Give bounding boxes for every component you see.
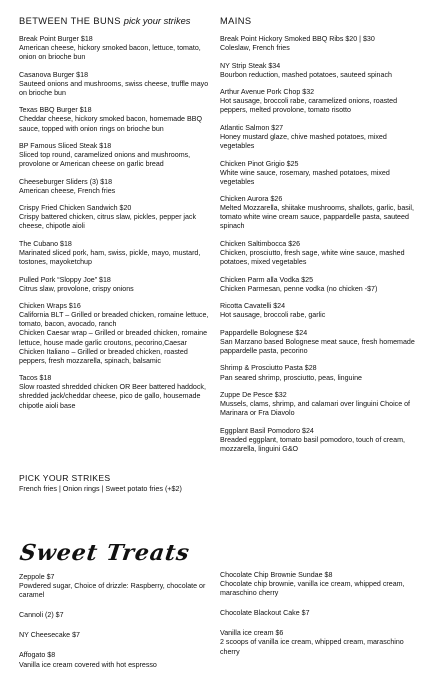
menu-item-description: Pan seared shrimp, prosciutto, peas, linguine <box>220 373 362 382</box>
menu-item-description: Cheddar cheese, hickory smoked bacon, homemade BBQ sauce, topped with onion rings on brioche bun <box>19 115 202 133</box>
menu-item-description: Citrus slaw, provolone, crispy onions <box>19 284 134 293</box>
menu-item-description: Crispy battered chicken, citrus slaw, pickles, pepper jack cheese, chipotle aioli <box>19 213 197 231</box>
section-heading-text: BETWEEN THE BUNS <box>19 16 121 26</box>
menu-item-title: Pulled Pork “Sloppy Joe” $18 <box>19 275 111 284</box>
menu-item-description: Powdered sugar, Choice of drizzle: Raspberry, chocolate or caramel <box>19 582 206 600</box>
menu-item <box>220 62 420 80</box>
menu-item-title: Chocolate Chip Brownie Sundae $8 <box>220 571 333 579</box>
menu-item-title: Tacos $18 <box>19 374 52 383</box>
pick-your-strikes <box>19 474 219 493</box>
menu-item <box>19 374 215 410</box>
menu-item-title: Chicken Parm alla Vodka $25 <box>220 275 314 284</box>
menu-item-description: San Marzano based Bolognese meat sauce, fresh homemade pappardelle pasta, pecorino <box>220 337 415 355</box>
menu-item-title: Chicken Pinot Grigio $25 <box>220 159 299 168</box>
menu-item <box>220 160 420 187</box>
menu-item-description: Chicken, prosciutto, fresh sage, white wine sauce, mashed potatoes, mixed vegetables <box>220 249 405 267</box>
menu-item-title: Break Point Hickory Smoked BBQ Ribs $20 | $30 <box>220 35 375 43</box>
menu-item <box>220 240 420 267</box>
menu-item-title: Break Point Burger $18 <box>19 35 93 43</box>
menu-item-description: Honey mustard glaze, chive mashed potatoes, mixed vegetables <box>220 132 387 151</box>
section-heading: MAINS <box>220 16 252 26</box>
menu-item-title: Chicken Saltimbocca $26 <box>220 239 301 248</box>
menu-item-title: Eggplant Basil Pomodoro $24 <box>220 426 314 435</box>
menu-item-description: Bourbon reduction, mashed potatoes, sauteed spinach <box>220 70 392 79</box>
menu-item <box>220 391 420 418</box>
menu-item <box>19 106 215 133</box>
menu-item <box>220 195 420 231</box>
menu-item-description: Chicken Caesar wrap – Grilled or breaded chicken, romaine lettuce, house made garlic croutons, pecorino,Caesar <box>19 329 208 347</box>
menu-item-description: American cheese, hickory smoked bacon, lettuce, tomato, onion on brioche bun <box>19 44 201 62</box>
menu-item <box>220 302 420 320</box>
menu-item <box>19 178 215 196</box>
menu-item-title: Atlantic Salmon $27 <box>220 123 284 132</box>
dessert-column-right <box>220 571 420 668</box>
menu-item <box>220 571 420 598</box>
menu-item-title: Cheeseburger Sliders (3) $18 <box>19 177 113 186</box>
menu-item <box>220 124 420 151</box>
menu-item-title: The Cubano $18 <box>19 239 72 248</box>
menu-item-title: Affogato $8 <box>19 651 56 660</box>
menu-item-title: Pappardelle Bolognese $24 <box>220 328 308 337</box>
menu-item-description: American cheese, French fries <box>19 186 116 195</box>
pick-options: French fries | Onion rings | Sweet potato fries (+$2) <box>19 483 182 493</box>
menu-item-title: Ricotta Cavatelli $24 <box>220 302 286 311</box>
menu-item-title: Crispy Fried Chicken Sandwich $20 <box>19 204 132 213</box>
menu-item <box>19 71 215 98</box>
menu-item <box>19 631 219 640</box>
menu-item <box>220 329 420 356</box>
menu-item <box>19 651 219 669</box>
menu-item-title: Shrimp & Prosciutto Pasta $28 <box>220 364 317 373</box>
menu-item <box>19 240 215 267</box>
menu-item-title: Casanova Burger $18 <box>19 70 89 79</box>
menu-item-description: Breaded eggplant, tomato basil pomodoro, touch of cream, mozzarella, linguini G&O <box>220 435 405 453</box>
menu-item-title: Texas BBQ Burger $18 <box>19 106 92 115</box>
mains-section <box>220 16 420 462</box>
menu-item-description: Vanilla ice cream covered with hot espresso <box>19 660 157 669</box>
menu-item <box>220 276 420 294</box>
menu-item <box>19 573 219 600</box>
pick-heading: PICK YOUR STRIKES <box>19 473 111 483</box>
menu-item <box>220 364 420 382</box>
menu-item-title: Zeppole $7 <box>19 573 55 581</box>
menu-item-description: California BLT – Grilled or breaded chicken, romaine lettuce, tomato, bacon, avocado, ranch <box>19 311 209 329</box>
menu-item-title: Chicken Wraps $16 <box>19 302 81 311</box>
section-heading <box>19 16 215 26</box>
between-the-buns-section <box>19 16 215 419</box>
menu-item-title: Chicken Aurora $26 <box>220 195 283 204</box>
menu-item <box>220 88 420 115</box>
menu-item-description: White wine sauce, rosemary, mashed potatoes, mixed vegetables <box>220 168 390 186</box>
menu-item-title: Zuppe De Pesce $32 <box>220 391 287 400</box>
menu-item <box>19 204 215 231</box>
menu-item-description: Chicken Italiano – Grilled or breaded chicken, roasted peppers, fresh mozzarella, spinach, balsamic <box>19 347 188 365</box>
menu-item <box>220 427 420 454</box>
menu-item-description: Chicken Parmesan, penne vodka (no chicken -$7) <box>220 284 378 293</box>
menu-item-description: Coleslaw, French fries <box>220 44 290 53</box>
menu-item-description: Slow roasted shredded chicken OR Beer battered haddock, shredded jack/cheddar cheese, pico de gallo, housemade chipotle aioli base <box>19 383 206 410</box>
menu-item <box>220 629 420 656</box>
menu-item <box>19 611 219 620</box>
menu-item <box>19 302 215 366</box>
menu-item-description: Chocolate chip brownie, vanilla ice cream, whipped cream, maraschino cherry <box>220 580 405 598</box>
menu-item-title: Cannoli (2) $7 <box>19 611 64 620</box>
menu-item-description: Hot sausage, broccoli rabe, garlic <box>220 311 326 320</box>
menu-item-title: Chocolate Blackout Cake $7 <box>220 609 310 618</box>
sweet-treats-title: Sweet Treats <box>18 540 192 566</box>
menu-item <box>220 35 420 53</box>
menu-item-title: Vanilla ice cream $6 <box>220 629 284 638</box>
menu-item-description: Marinated sliced pork, ham, swiss, pickle, mayo, mustard, tostones, mayoketchup <box>19 249 201 267</box>
menu-item-description: Hot sausage, broccoli rabe, caramelized onions, roasted peppers, melted provolone, tomato risotto <box>220 97 398 115</box>
section-heading-italic: pick your strikes <box>123 16 191 26</box>
menu-item-description: Sauteed onions and mushrooms, swiss cheese, truffle mayo on brioche bun <box>19 79 209 97</box>
menu-item-title: NY Cheesecake $7 <box>19 631 80 640</box>
dessert-column-left <box>19 573 219 681</box>
menu-item <box>19 35 215 62</box>
menu-item-title: BP Famous Sliced Steak $18 <box>19 142 112 151</box>
menu-item <box>19 276 215 294</box>
menu-item-title: Arthur Avenue Pork Chop $32 <box>220 88 315 97</box>
menu-item-description: Melted Mozzarella, shiitake mushrooms, shallots, garlic, basil, tomato white wine cream sauce, pappardelle pasta, sauteed spinach <box>220 204 414 231</box>
menu-item-title: NY Strip Steak $34 <box>220 61 281 70</box>
menu-item-description: 2 scoops of vanilla ice cream, whipped cream, maraschino cherry <box>220 638 404 656</box>
menu-item-description: Sliced top round, caramelized onions and mushrooms, provolone or American cheese on garlic bread <box>19 151 191 169</box>
menu-item-description: Mussels, clams, shrimp, and calamari over linguini Choice of Marinara or Fra Diavolo <box>220 400 411 418</box>
menu-item <box>220 609 420 618</box>
menu-item <box>19 142 215 169</box>
